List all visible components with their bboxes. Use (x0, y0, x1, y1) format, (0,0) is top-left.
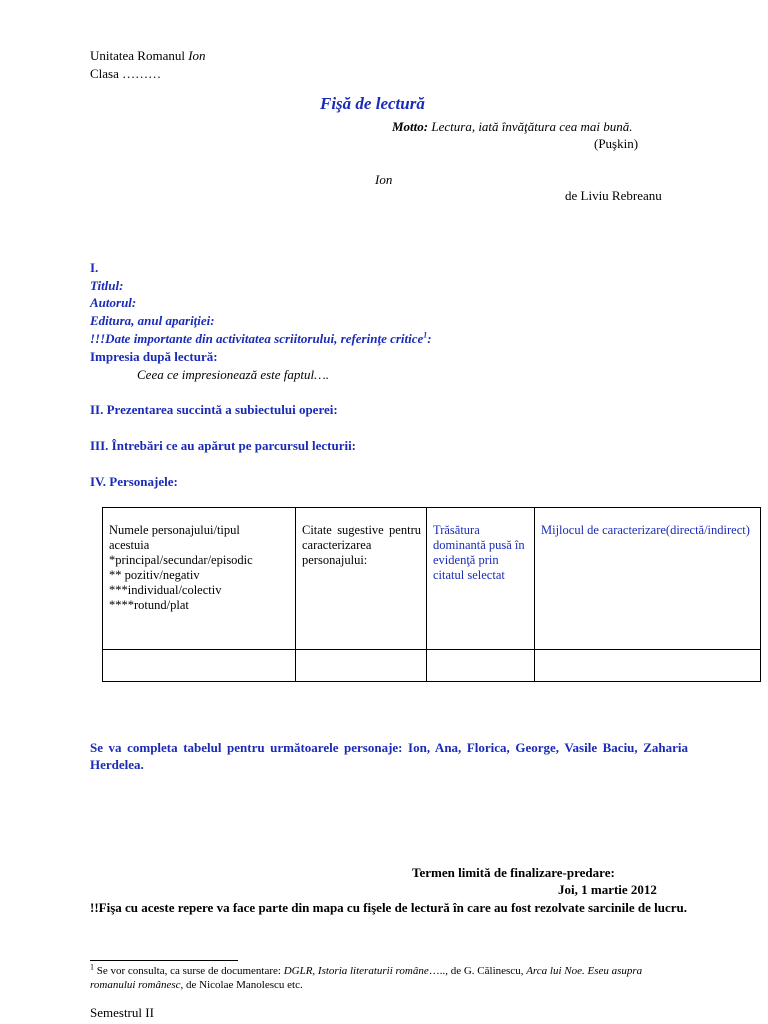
characters-table (102, 507, 761, 682)
header-cell-name: Numele personajului/tipul acestuia *principal/secundar/episodic ** pozitiv/negativ ***individual/colectiv ****rotund/plat (103, 508, 296, 650)
section-4-heading: IV. Personajele: (90, 474, 178, 489)
header-cell-method: Mijlocul de caracterizare(directă/indirect) (535, 508, 761, 650)
footnote-divider (90, 960, 238, 961)
semester-label: Semestrul II (90, 1005, 154, 1020)
note-text: !!Fişa cu aceste repere va face parte din mapa cu fişele de lectură în care au fost rezolvate sarcinile de lucru. (90, 900, 688, 915)
unit-line: Unitatea Romanul Ion (90, 48, 206, 63)
deadline-date: Joi, 1 martie 2012 (558, 882, 657, 897)
deadline-label: Termen limită de finalizare-predare: (412, 865, 615, 880)
page-title: Fişă de lectură (320, 94, 425, 113)
table-cell[interactable] (427, 650, 535, 682)
field-author: Autorul: (90, 295, 137, 310)
section-1-numeral: I. (90, 260, 99, 275)
motto (392, 118, 633, 135)
header-cell-quotes: Citate sugestive pentru caracterizarea personajului: (296, 508, 427, 650)
field-title: Titlul: (90, 278, 124, 293)
table-row (103, 650, 761, 682)
table-header-row (103, 508, 761, 650)
footnote-ref: 1 (423, 330, 428, 340)
field-publisher: Editura, anul apariţiei: (90, 313, 215, 328)
section-3-heading: III. Întrebări ce au apărut pe parcursul lecturii: (90, 438, 357, 453)
book-author: de Liviu Rebreanu (565, 188, 662, 203)
table-cell[interactable] (535, 650, 761, 682)
header-cell-trait: Trăsătura dominantă pusă în evidenţă prin citatul selectat (427, 508, 535, 650)
table-cell[interactable] (103, 650, 296, 682)
book-title: Ion (375, 172, 393, 187)
motto-label: Motto: (392, 119, 429, 134)
motto-text: Lectura, iată învăţătura cea mai bună. (428, 119, 633, 134)
table-cell[interactable] (296, 650, 427, 682)
class-line: Clasa ……… (90, 66, 162, 81)
field-important-data: !!!Date importante din activitatea scriitorului, referinţe critice$^1$: (90, 330, 432, 346)
instruction-text: Se va completa tabelul pentru următoarele personaje: Ion, Ana, Florica, George, Vasile Baciu, Zaharia Herdelea. (90, 740, 688, 772)
motto-author: (Puşkin) (594, 136, 639, 151)
field-impression: Impresia după lectură: (90, 349, 218, 364)
section-2-heading: II. Prezentarea succintă a subiectului operei: (90, 402, 338, 417)
impression-text: Ceea ce impresionează este faptul…. (137, 367, 329, 382)
footnote: $^1$ Se vor consulta, ca surse de documentare: DGLR, Istoria literaturii române….., de G. Călinescu, Arca lui Noe. Eseu asupra romanului românesc, de Nicolae Manolescu etc. (90, 962, 643, 991)
